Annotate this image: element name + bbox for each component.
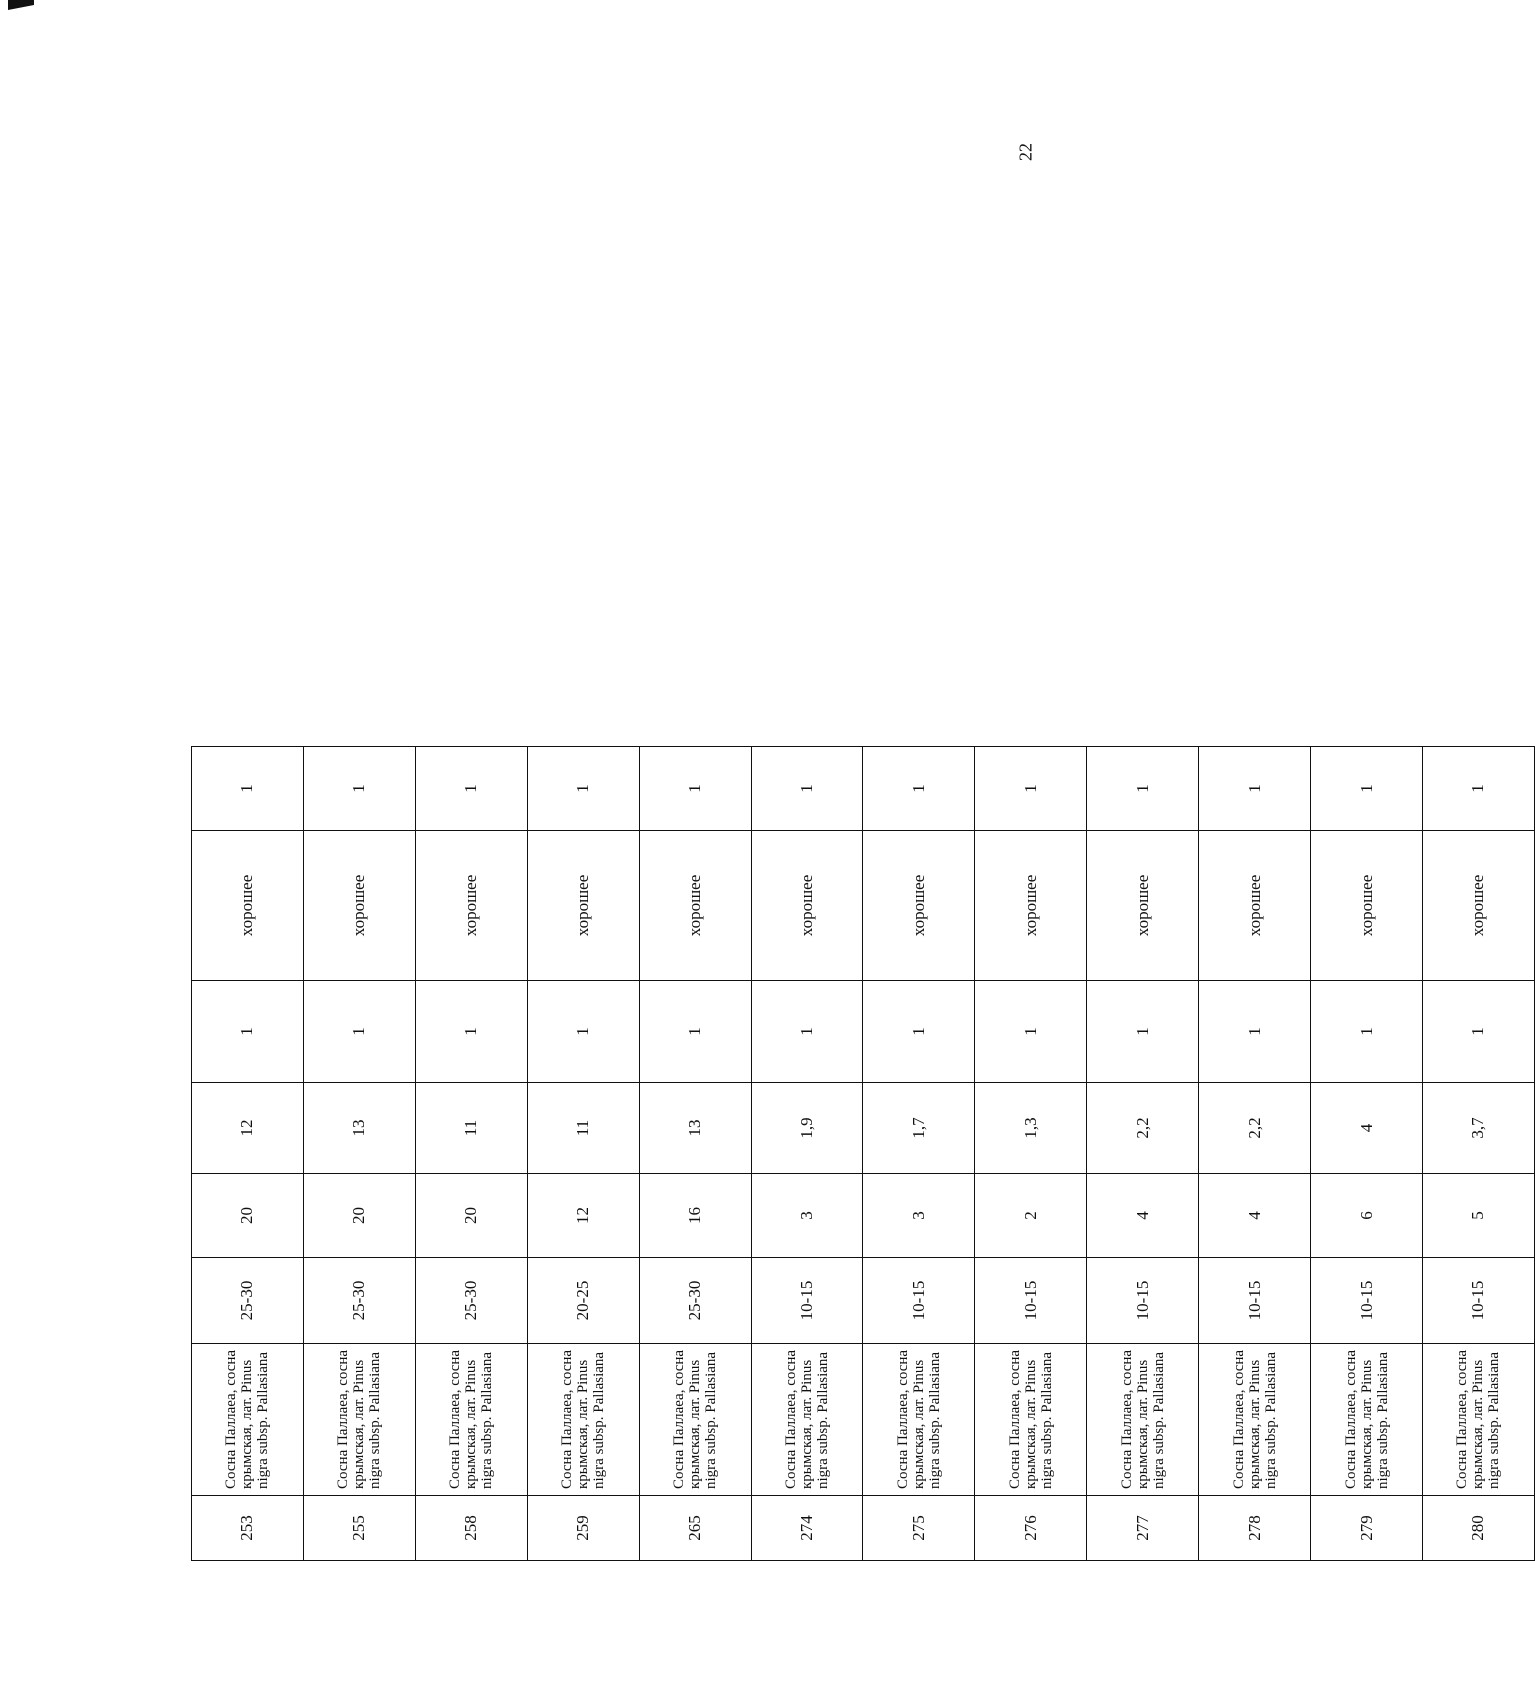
cell-category: 1 — [863, 747, 975, 831]
cell-age: 10-15 — [751, 1258, 863, 1344]
cell-height: 3 — [751, 1174, 863, 1258]
cell-diameter: 2,2 — [1199, 1083, 1311, 1174]
cell-category: 1 — [192, 747, 304, 831]
cell-id: 276 — [975, 1496, 1087, 1561]
cell-count: 1 — [863, 981, 975, 1083]
cell-id: 274 — [751, 1496, 863, 1561]
cell-species: Сосна Паллаеа, сосна крымская, лат. Pinus nigra subsp. Pallasiana — [863, 1344, 975, 1496]
cell-id: 278 — [1199, 1496, 1311, 1561]
cell-species: Сосна Паллаеа, сосна крымская, лат. Pinus nigra subsp. Pallasiana — [1087, 1344, 1199, 1496]
cell-age: 10-15 — [975, 1258, 1087, 1344]
cell-age: 10-15 — [1199, 1258, 1311, 1344]
cell-age: 10-15 — [1311, 1258, 1423, 1344]
cell-diameter: 11 — [527, 1083, 639, 1174]
cell-category: 1 — [751, 747, 863, 831]
table-row — [639, 747, 751, 1561]
cell-count: 1 — [192, 981, 304, 1083]
cell-age: 25-30 — [192, 1258, 304, 1344]
cell-height: 6 — [1311, 1174, 1423, 1258]
cell-count: 1 — [975, 981, 1087, 1083]
table-row — [751, 747, 863, 1561]
cell-diameter: 12 — [192, 1083, 304, 1174]
cell-category: 1 — [1087, 747, 1199, 831]
cell-species: Сосна Паллаеа, сосна крымская, лат. Pinus nigra subsp. Pallasiana — [975, 1344, 1087, 1496]
cell-species: Сосна Паллаеа, сосна крымская, лат. Pinus nigra subsp. Pallasiana — [192, 1344, 304, 1496]
cell-diameter: 1,9 — [751, 1083, 863, 1174]
cell-count: 1 — [751, 981, 863, 1083]
cell-diameter: 1,7 — [863, 1083, 975, 1174]
cell-age: 10-15 — [1422, 1258, 1534, 1344]
cell-species: Сосна Паллаеа, сосна крымская, лат. Pinus nigra subsp. Pallasiana — [303, 1344, 415, 1496]
cell-height: 20 — [415, 1174, 527, 1258]
cell-diameter: 11 — [415, 1083, 527, 1174]
cell-category: 1 — [1422, 747, 1534, 831]
cell-count: 1 — [527, 981, 639, 1083]
cell-id: 279 — [1311, 1496, 1423, 1561]
cell-count: 1 — [303, 981, 415, 1083]
cell-diameter: 2,2 — [1087, 1083, 1199, 1174]
cell-condition: хорошее — [415, 831, 527, 981]
cell-height: 3 — [863, 1174, 975, 1258]
cell-condition: хорошее — [751, 831, 863, 981]
cell-condition: хорошее — [1311, 831, 1423, 981]
table-row — [1311, 747, 1423, 1561]
cell-category: 1 — [1311, 747, 1423, 831]
cell-condition: хорошее — [303, 831, 415, 981]
cell-condition: хорошее — [192, 831, 304, 981]
cell-count: 1 — [1311, 981, 1423, 1083]
table-row — [1087, 747, 1199, 1561]
cell-category: 1 — [303, 747, 415, 831]
cell-condition: хорошее — [975, 831, 1087, 981]
cell-id: 258 — [415, 1496, 527, 1561]
table-row — [975, 747, 1087, 1561]
table-row — [863, 747, 975, 1561]
cell-height: 16 — [639, 1174, 751, 1258]
cell-species: Сосна Паллаеа, сосна крымская, лат. Pinus nigra subsp. Pallasiana — [527, 1344, 639, 1496]
cell-age: 20-25 — [527, 1258, 639, 1344]
cell-height: 20 — [192, 1174, 304, 1258]
cell-diameter: 13 — [639, 1083, 751, 1174]
cell-height: 12 — [527, 1174, 639, 1258]
cell-species: Сосна Паллаеа, сосна крымская, лат. Pinus nigra subsp. Pallasiana — [751, 1344, 863, 1496]
cell-species: Сосна Паллаеа, сосна крымская, лат. Pinus nigra subsp. Pallasiana — [1199, 1344, 1311, 1496]
cell-count: 1 — [639, 981, 751, 1083]
cell-condition: хорошее — [639, 831, 751, 981]
cell-category: 1 — [975, 747, 1087, 831]
rotated-table-container — [191, 217, 1503, 1561]
cell-diameter: 3,7 — [1422, 1083, 1534, 1174]
page-number: 22 — [1015, 143, 1036, 161]
cell-diameter: 13 — [303, 1083, 415, 1174]
cell-age: 10-15 — [1087, 1258, 1199, 1344]
cell-id: 259 — [527, 1496, 639, 1561]
table-row — [527, 747, 639, 1561]
cell-id: 280 — [1422, 1496, 1534, 1561]
table-row — [415, 747, 527, 1561]
cell-category: 1 — [639, 747, 751, 831]
cell-id: 277 — [1087, 1496, 1199, 1561]
cell-species: Сосна Паллаеа, сосна крымская, лат. Pinus nigra subsp. Pallasiana — [639, 1344, 751, 1496]
scan-corner-mark — [8, 0, 34, 10]
cell-condition: хорошее — [527, 831, 639, 981]
cell-height: 5 — [1422, 1174, 1534, 1258]
cell-height: 4 — [1087, 1174, 1199, 1258]
tree-inventory-table — [191, 746, 1535, 1561]
cell-height: 2 — [975, 1174, 1087, 1258]
cell-diameter: 4 — [1311, 1083, 1423, 1174]
cell-species: Сосна Паллаеа, сосна крымская, лат. Pinus nigra subsp. Pallasiana — [1311, 1344, 1423, 1496]
cell-category: 1 — [527, 747, 639, 831]
cell-condition: хорошее — [1199, 831, 1311, 981]
cell-count: 1 — [1199, 981, 1311, 1083]
cell-id: 253 — [192, 1496, 304, 1561]
cell-condition: хорошее — [863, 831, 975, 981]
table-row — [303, 747, 415, 1561]
table-row — [1199, 747, 1311, 1561]
cell-height: 4 — [1199, 1174, 1311, 1258]
cell-id: 255 — [303, 1496, 415, 1561]
cell-category: 1 — [415, 747, 527, 831]
cell-age: 25-30 — [303, 1258, 415, 1344]
cell-id: 275 — [863, 1496, 975, 1561]
cell-category: 1 — [1199, 747, 1311, 831]
cell-condition: хорошее — [1087, 831, 1199, 981]
table-frame — [191, 217, 1535, 1541]
cell-age: 25-30 — [639, 1258, 751, 1344]
cell-species: Сосна Паллаеа, сосна крымская, лат. Pinus nigra subsp. Pallasiana — [415, 1344, 527, 1496]
cell-age: 10-15 — [863, 1258, 975, 1344]
cell-species: Сосна Паллаеа, сосна крымская, лат. Pinus nigra subsp. Pallasiana — [1422, 1344, 1534, 1496]
cell-count: 1 — [415, 981, 527, 1083]
table-body — [192, 747, 1535, 1561]
cell-age: 25-30 — [415, 1258, 527, 1344]
cell-height: 20 — [303, 1174, 415, 1258]
cell-count: 1 — [1422, 981, 1534, 1083]
cell-count: 1 — [1087, 981, 1199, 1083]
cell-condition: хорошее — [1422, 831, 1534, 981]
table-row — [192, 747, 304, 1561]
table-row — [1422, 747, 1534, 1561]
cell-id: 265 — [639, 1496, 751, 1561]
cell-diameter: 1,3 — [975, 1083, 1087, 1174]
